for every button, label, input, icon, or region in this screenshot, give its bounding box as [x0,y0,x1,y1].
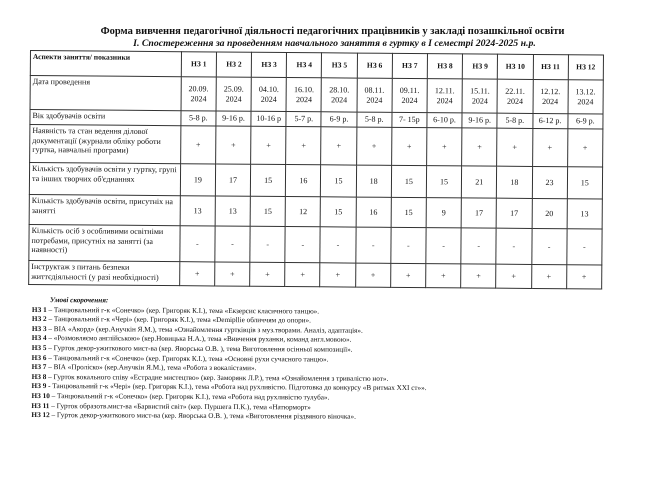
table-cell: + [531,264,566,288]
table-cell: - [496,228,531,264]
column-header: НЗ 9 [462,54,497,79]
abbreviation-text: – Гурток декор-ужиткового мист-ва (кер. Яворська О.В. ), тема «Виготовлення різдвяного віночка». [51,411,356,421]
table-cell: 17 [215,164,250,196]
table-cell: - [215,226,250,262]
table-cell: 17 [496,198,531,228]
table-cell: + [250,262,285,286]
row-label: Дата проведення [30,76,181,111]
table-cell: - [355,227,390,263]
table-cell: + [567,129,603,167]
table-cell: - [531,228,566,264]
abbreviation-text: – Танцювальний г-к «Чері» (кер. Григоряк К.І.), тема «Demipllie обличчям до опори». [48,315,311,325]
table-cell: 15 [391,197,426,227]
table-cell: 20 [532,198,567,228]
abbreviation-text: – Танцювальний г-к «Сонечко» (кер. Григоряк К.І.), тема «Екзерсис класичного танцю». [48,305,320,316]
table-cell: 22.11. 2024 [497,79,532,113]
column-header: НЗ 6 [357,53,392,78]
table-cell: 19 [180,164,215,196]
table-cell: - [285,227,320,263]
row-label: Наявність та стан ведення ділової документації (журнали обліку роботи гуртка, навчальні програми) [30,125,181,164]
table-cell: 9-16 р. [462,113,497,128]
row-label: Кількість здобувачів освіти, присутніх на занятті [29,194,180,225]
table-cell: 20.09. 2024 [181,77,216,111]
table-cell: 23 [532,166,567,198]
document-subtitle: І. Спостереження за проведенням навчального заняття в гуртку в І семестрі 2024-2025 н.р. [133,38,536,49]
column-header: НЗ 12 [568,55,604,80]
table-row [29,260,602,288]
table-cell: + [216,126,251,164]
table-cell: 5-8 р. [497,113,532,128]
table-cell: + [566,265,602,289]
table-cell: + [355,263,390,287]
table-cell: 5-8 р. [181,111,216,126]
table-row [29,194,602,228]
table-cell: 15.11. 2024 [462,79,497,113]
table-cell: + [320,263,355,287]
abbreviation-code: НЗ 3 [31,324,47,333]
table-cell: 12.11. 2024 [427,79,462,113]
abbreviation-code: НЗ 2 [31,315,47,324]
table-cell: + [497,128,532,166]
table-cell: 6-10 р. [427,113,462,128]
column-header: НЗ 1 [181,52,216,77]
table-cell: 13.12. 2024 [568,80,604,114]
table-cell: + [251,126,286,164]
abbreviation-code: НЗ 7 [31,363,47,372]
abbreviation-code: НЗ 12 [31,411,50,420]
table-cell: - [426,228,461,264]
table-cell: 5-8 р. [357,112,392,127]
table-cell: + [356,127,391,165]
abbreviation-text: – Танцювальний г-к «Сонечко» (кер. Григоряк К.І.), тема «Робота над рухливістю тулуба». [51,392,330,402]
table-cell: 09.11. 2024 [392,78,427,112]
table-cell: 16.10. 2024 [286,78,321,112]
row-label: Кількість здобувачів освіти у гуртку, групі та інших творчих об'єднаннях [29,163,180,196]
column-header: НЗ 10 [498,54,533,79]
table-cell: 6-9 р. [568,114,603,129]
table-cell: + [426,264,461,288]
table-cell: 7- 15р [392,112,427,127]
abbreviation-code: НЗ 1 [31,305,47,314]
table-cell: + [462,128,497,166]
table-cell: 9-16 р. [216,111,251,126]
table-cell: 13 [215,196,250,226]
column-header: НЗ 5 [322,53,357,78]
row-label: Вік здобувачів освіти [30,110,181,126]
abbreviation-code: НЗ 6 [31,353,47,362]
table-cell: + [461,264,496,288]
table-cell: + [532,128,567,166]
table-cell: + [286,127,321,165]
table-cell: 18 [356,165,391,197]
abbreviation-text: – Танцювальний г-к «Сонечко» (кер. Григоряк К.І.), тема «Основні рухи сучасного танцю». [48,353,329,364]
table-cell: 04.10. 2024 [251,77,286,111]
table-cell: 25.09. 2024 [216,77,251,111]
document-title: Форма вивчення педагогічної діяльності педагогічних працівників у закладі позашкільної освіти [100,26,565,37]
observation-table [28,50,604,290]
table-cell: 13 [567,199,603,229]
table-cell: 10-16 р [251,111,286,126]
table-cell: + [179,262,214,286]
table-cell: 12 [285,197,320,227]
table-cell: - [391,227,426,263]
table-cell: - [320,227,355,263]
table-cell: 5-7 р. [286,112,321,127]
table-cell: 15 [321,165,356,197]
table-cell: 28.10. 2024 [321,78,356,112]
abbreviations-list [31,296,632,424]
table-cell: 15 [391,165,426,197]
table-cell: - [567,229,603,265]
abbreviation-code: НЗ 11 [31,401,50,410]
table-cell: 15 [250,164,285,196]
table-cell: 6-12 р. [532,113,567,128]
table-cell: + [391,127,426,165]
column-header: НЗ 7 [392,53,427,78]
column-header: НЗ 11 [533,54,568,79]
table-cell: 18 [497,166,532,198]
table-row [29,163,602,199]
table-row [30,125,603,167]
table-cell: 15 [426,166,461,198]
table-cell: 16 [356,197,391,227]
row-label: Інструктаж з питань безпеки життєдіяльності (у разі необхідності) [29,260,180,285]
abbreviations-heading: Умові скорочення: [49,296,109,305]
table-cell: 9 [426,198,461,228]
abbreviation-code: НЗ 10 [31,391,50,401]
table-cell: 21 [462,166,497,198]
table-cell: 15 [321,197,356,227]
abbreviation-text: – ВІА «Проліско» (кер.Анучкін Я.М.), тема «Робота з вокалістами». [48,363,257,373]
abbreviation-text: – Гурток образотв.мист-ва «Барвистий світ» (кер. Пуршега П.К.), тема «Натюрморт» [51,401,311,411]
table-cell: + [390,263,425,287]
column-header: НЗ 4 [287,53,322,78]
column-header: НЗ 2 [216,52,251,77]
abbreviation-code: НЗ 5 [31,343,47,353]
abbreviation-text: – «Розмовляємо англійською» (кер.Новицька Н.А.), тема «Вивчення руханки, команд англ.мовою». [48,334,352,345]
table-cell: 15 [567,167,603,199]
table-cell: 12.12. 2024 [533,79,568,113]
column-header: НЗ 3 [251,52,286,77]
table-cell: 17 [461,198,496,228]
abbreviation-text: – Гурток вокального співу «Естрадне мистецтво» (кер. Заморянк Л.Р.), тема «Ознайомлення з тривалістю нот». [48,372,389,383]
corner-header: Аспекти заняття/ показники [30,51,181,77]
table-cell: 13 [180,196,215,226]
table-cell: + [496,264,531,288]
table-cell: + [427,128,462,166]
abbreviation-text: – Гурток декор-ужиткового мист-ва (кер. Яворська О.В. ), тема Виготовлення осінньої композиції». [48,344,353,354]
abbreviation-text: - Танцювальний г-к «Чері» (кер. Григоряк К.І.), тема «Робота над рухливістю. Підготовка до конкурсу «В ритмах ХХІ ст»». [48,382,427,393]
abbreviation-item [31,411,631,424]
table-row [29,224,602,264]
table-cell: 6-9 р. [321,112,356,127]
column-header: НЗ 8 [427,54,462,79]
table-cell: 15 [250,196,285,226]
table-cell: - [461,228,496,264]
abbreviation-code: НЗ 4 [31,334,47,343]
table-cell: + [180,126,215,164]
row-label: Кількість осіб з особливими освітніми потребами, присутніх на занятті (за наявності) [29,224,180,261]
abbreviation-text: – ВІА «Акорд» (кер.Анучкін Я.М.), тема «Ознайомлення гуртківців з муз.творами. Аналіз, адаптація». [48,324,363,335]
table-cell: + [215,262,250,286]
table-cell: 16 [286,165,321,197]
table-cell: 08.11. 2024 [357,78,392,112]
abbreviation-code: НЗ 9 [31,382,47,391]
table-row [30,76,603,114]
table-cell: + [321,127,356,165]
table-cell: - [250,226,285,262]
table-cell: - [180,226,215,262]
table-cell: + [285,263,320,287]
abbreviation-code: НЗ 8 [31,372,47,381]
